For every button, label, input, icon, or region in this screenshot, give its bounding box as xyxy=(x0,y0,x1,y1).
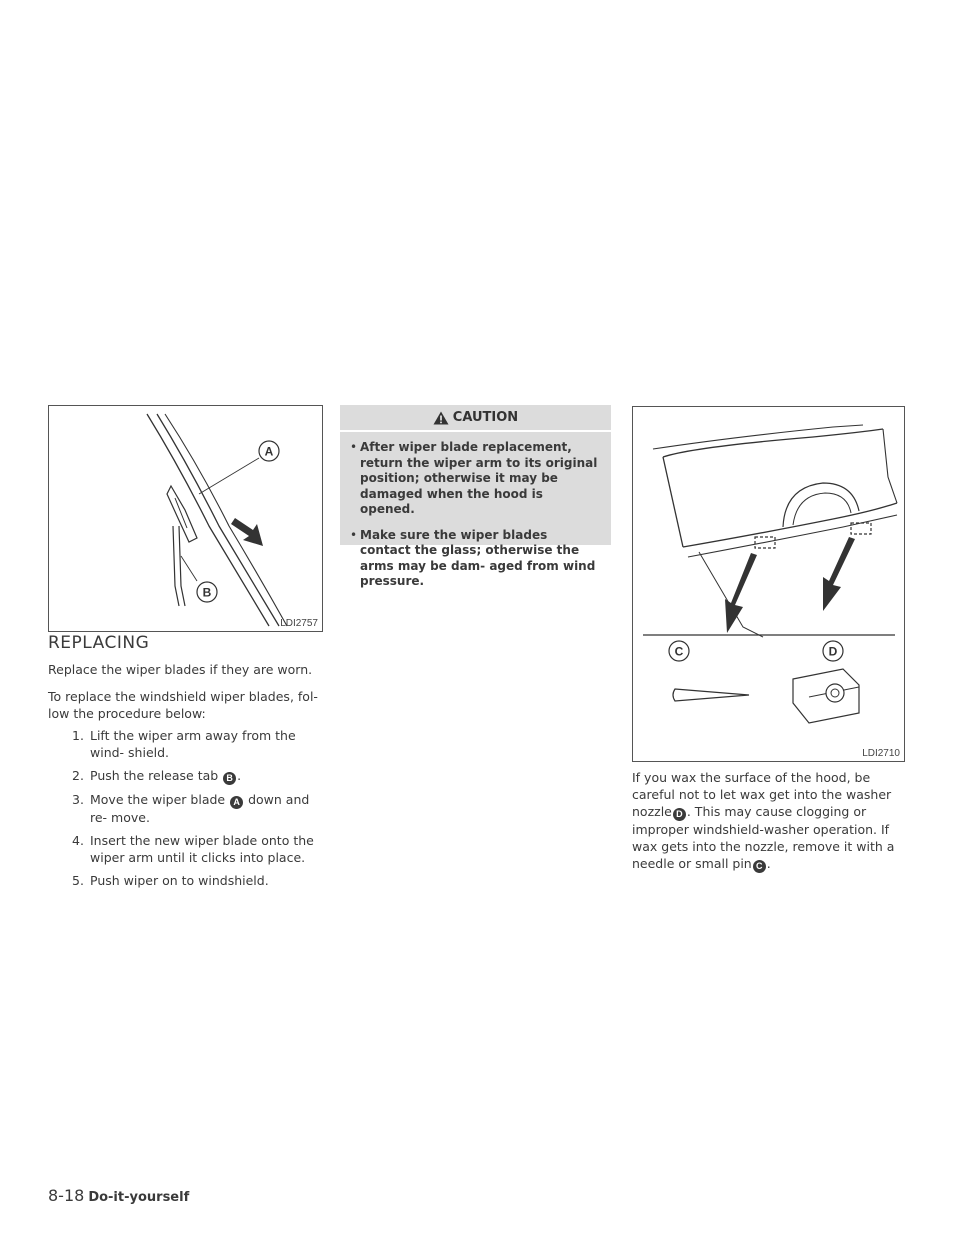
intro-text-2: To replace the windshield wiper blades, fol- low the procedure below: xyxy=(48,689,318,721)
ref-badge-c: C xyxy=(753,860,766,873)
section-name: Do-it-yourself xyxy=(88,1190,190,1205)
page-number: 8-18 xyxy=(48,1186,85,1205)
section-heading: REPLACING xyxy=(48,633,150,653)
ref-badge-a: A xyxy=(230,796,243,809)
caution-box xyxy=(340,405,611,588)
caution-list xyxy=(340,440,611,590)
wiper-blade-figure xyxy=(48,405,323,632)
washer-paragraph: If you wax the surface of the hood, be careful not to let wax get into the washer nozzle D . This may cause clogging or improper windshield-washer operation. If wax gets into the nozzle, remove it with a needle or small pin C . xyxy=(632,770,895,871)
figure-code: LDI2757 xyxy=(280,618,318,629)
figure-code: LDI2710 xyxy=(862,748,900,759)
label-d: D xyxy=(828,644,838,659)
caution-title: CAUTION xyxy=(340,405,611,432)
ref-badge-b: B xyxy=(223,772,236,785)
warning-icon xyxy=(433,411,449,425)
arrow-d-icon xyxy=(823,537,855,611)
washer-nozzle-figure xyxy=(632,406,905,762)
intro-text-1: Replace the wiper blades if they are worn. xyxy=(48,662,313,677)
caution-item-1: • After wiper blade replacement, return the wiper arm to its original position; otherwise it may be damaged when the hood is opened. xyxy=(350,440,601,518)
step-4: 4. Insert the new wiper blade onto the wiper arm until it clicks into place. xyxy=(72,833,314,865)
down-arrow-icon xyxy=(231,518,263,546)
page-footer xyxy=(48,1186,189,1205)
washer-nozzle-illustration xyxy=(633,407,904,761)
label-a: A xyxy=(264,444,274,459)
label-b: B xyxy=(202,585,212,600)
procedure-steps xyxy=(48,727,323,895)
label-c: C xyxy=(674,644,684,659)
step-5: 5. Push wiper on to windshield. xyxy=(72,873,269,888)
wiper-blade-illustration xyxy=(49,406,322,631)
step-1: 1. Lift the wiper arm away from the wind- shield. xyxy=(72,728,296,760)
needle-icon xyxy=(673,689,749,701)
arrow-c-icon xyxy=(725,553,757,633)
step-2: 2. Push the release tab B . xyxy=(72,768,242,783)
caution-item-2: • Make sure the wiper blades contact the glass; otherwise the arms may be dam- aged from wind pressure. xyxy=(350,528,601,590)
ref-badge-d: D xyxy=(673,808,686,821)
step-3: 3. Move the wiper blade A down and re- move. xyxy=(72,792,310,825)
